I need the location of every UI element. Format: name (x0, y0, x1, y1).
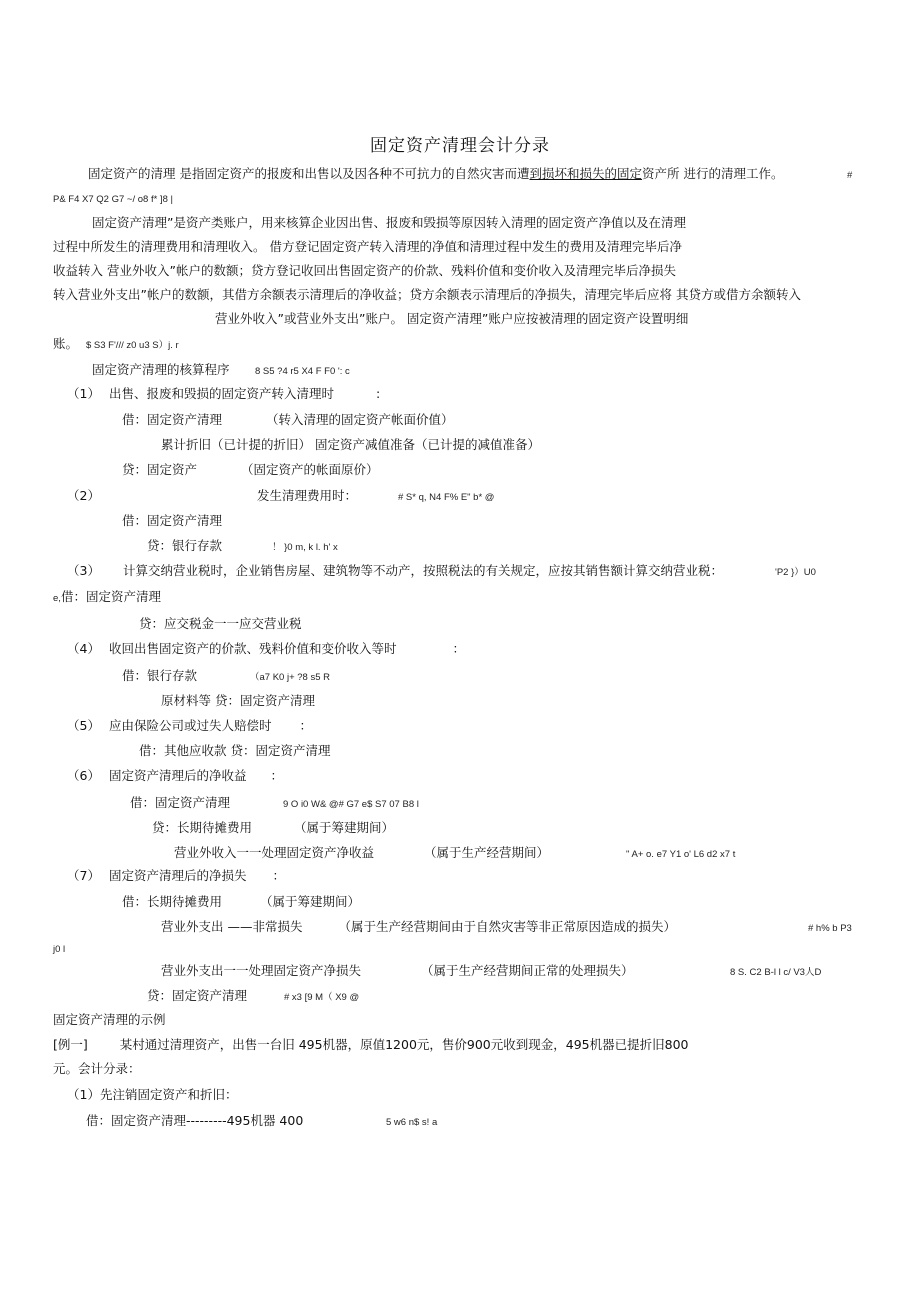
entry-line: 借：其他应收款 贷：固定资产清理 (139, 743, 331, 758)
debit-entry-3: 营业外支出一一处理固定资产净损失 （属于生产经营期间正常的处理损失） (161, 963, 634, 978)
procedure-heading: 固定资产清理的核算程序 (92, 362, 230, 377)
debit-entry: 借：长期待摊费用 （属于筹建期间） (122, 894, 361, 909)
credit-entry: 贷：长期待摊费用 （属于筹建期间） (152, 820, 395, 835)
intro-line-1 (88, 166, 783, 182)
example-step-1: （1）先注销固定资产和折旧： (67, 1087, 238, 1102)
noise-text: $ S3 F'/// z0 u3 S）j. r (86, 340, 179, 351)
page-title: 固定资产清理会计分录 (370, 136, 550, 156)
noise-text: （a7 K0 j+ ?8 s5 R (250, 672, 331, 683)
example-line-2: 元。会计分录： (53, 1061, 141, 1076)
step-text: 出售、报废和毁损的固定资产转入清理时 (108, 386, 334, 401)
example-heading: 固定资产清理的示例 (53, 1012, 166, 1027)
intro-line-4: 收益转入 营业外收入”帐户的数额；贷方登记收回出售固定资产的价款、残料价值和变价收入及清理完毕后净损失 (53, 263, 676, 278)
intro-line-7: 账。 (53, 336, 79, 351)
debit-entry: e,借：固定资产清理 (53, 589, 161, 604)
credit-entry-2: 营业外收入一一处理固定资产净收益 （属于生产经营期间） (174, 845, 550, 860)
intro-line-6: 营业外收入”或营业外支出”账户。 固定资产清理”账户应按被清理的固定资产设置明细 (215, 311, 689, 326)
credit-entry: 贷：固定资产清理 (147, 988, 248, 1003)
intro-underlined: 到损坏和损失的固定 (529, 166, 642, 181)
step-4: （4） 收回出售固定资产的价款、残料价值和变价收入等时 ： (67, 641, 465, 656)
intro-line-2: 固定资产清理”是资产类账户，用来核算企业因出售、报废和毁损等原因转入清理的固定资产净值以及在清理 (92, 215, 686, 230)
step-1: （1） 出售、报废和毁损的固定资产转入清理时 : (67, 386, 381, 401)
step-5: （5） 应由保险公司或过失人赔偿时 ： (67, 718, 312, 733)
step-7: （7） 固定资产清理后的净损失 ： (67, 868, 285, 883)
noise-text: 5 w6 n$ s! a (386, 1117, 438, 1128)
step-6: （6） 固定资产清理后的净收益 ： (67, 768, 283, 783)
example-label: [例一] (53, 1037, 88, 1052)
noise-text: j0 l (53, 944, 66, 955)
credit-entry: 贷：银行存款 (147, 538, 223, 553)
step-number: （1） (67, 386, 100, 401)
noise-text: # (847, 170, 853, 181)
noise-text: 'P2 }）U0 (775, 567, 816, 578)
noise-text: # x3 [9 M（ X9 @ (284, 992, 360, 1003)
intro-line-5: 转入营业外支出”帐户的数额，其借方余额表示清理后的净收益；贷方余额表示清理后的净损失，清理完毕后应将 其贷方或借方余额转入 (53, 287, 801, 302)
credit-entry: 贷：固定资产 （固定资产的帐面原价） (122, 462, 379, 477)
noise-text: " A+ o. e7 Y1 o' L6 d2 x7 t (626, 849, 736, 860)
noise-text: 9 O i0 W& @# G7 e$ S7 07 B8 l (283, 799, 419, 810)
noise-text: ！ }0 m, k l. h' x (272, 542, 338, 553)
intro-line-3: 过程中所发生的清理费用和清理收入。 借方登记固定资产转入清理的净值和清理过程中发生的费用及清理完毕后净 (53, 239, 682, 254)
step-2-text: 发生清理费用时： (257, 488, 358, 503)
credit-entry: 贷：应交税金一一应交营业税 (139, 616, 302, 631)
debit-entry: 借：固定资产清理 （转入清理的固定资产帐面价值） (122, 412, 454, 427)
noise-text: 8 S5 ?4 r5 X4 F F0 ': c (255, 366, 350, 377)
noise-text: # h% b P3 (808, 923, 852, 934)
debit-entry: 借：固定资产清理 (130, 795, 231, 810)
example-line-1: [例一] 某村通过清理资产，出售一台旧 495机器，原值1200元，售价900元收到现金，495机器已提折旧800 (53, 1037, 689, 1052)
intro-text-a: 固定资产的清理 是指固定资产的报废和出售以及因各种不可抗力的自然灾害而遭 (88, 166, 530, 181)
debit-entry-2: 营业外支出 ——非常损失 （属于生产经营期间由于自然灾害等非正常原因造成的损失） (161, 919, 676, 934)
intro-text-b: 资产所 进行的清理工作。 (642, 166, 784, 181)
debit-entry: 借：银行存款 (122, 668, 198, 683)
noise-text: # S* q, N4 F% E" b* @ (398, 492, 495, 503)
noise-text: P& F4 X7 Q2 G7 ~/ o8 f* ]8 | (53, 194, 173, 205)
step-2-number: （2） (67, 488, 100, 503)
step-3: （3） 计算交纳营业税时，企业销售房屋、建筑物等不动产，按照税法的有关规定，应按其销售额计算交纳营业税： (67, 563, 723, 578)
noise-text: 8 S. C2 B-l l c/ V3人D (730, 967, 822, 978)
example-entry: 借：固定资产清理---------495机器 400 (86, 1113, 304, 1128)
debit-entry-2: 累计折旧（已计提的折旧） 固定资产减值准备（已计提的减值准备） (161, 437, 540, 452)
credit-entry: 原材料等 贷：固定资产清理 (161, 693, 315, 708)
debit-entry: 借：固定资产清理 (122, 513, 223, 528)
